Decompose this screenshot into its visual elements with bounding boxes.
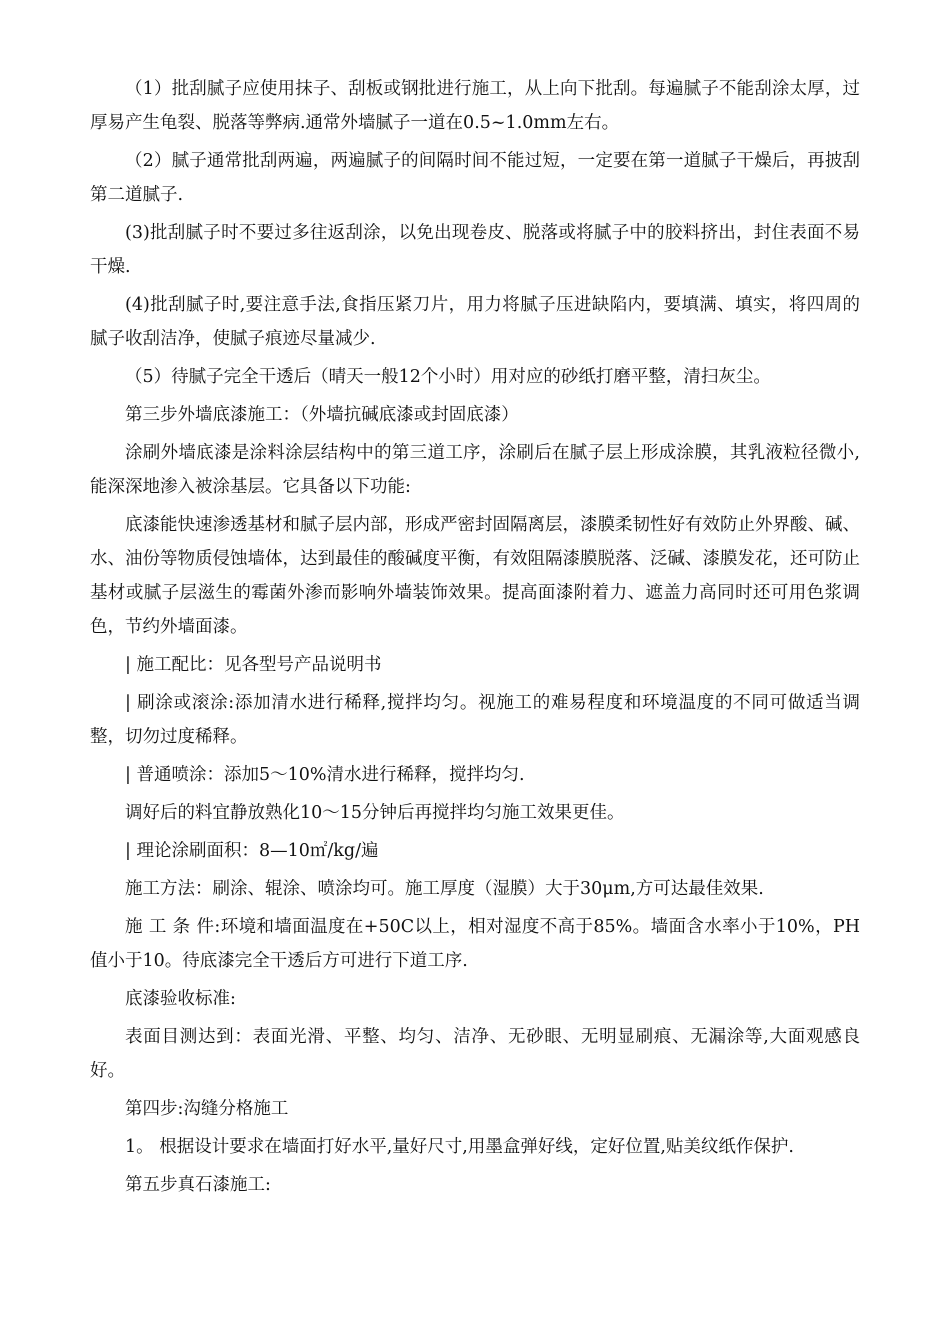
heading-step-three-primer: 第三步外墙底漆施工：（外墙抗碱底漆或封固底漆） — [125, 405, 519, 425]
paragraph-putty-step-4: (4)批刮腻子时,要注意手法,食指压紧刀片，用力将腻子压进缺陷内，要填满、填实，将四周的腻子收刮洁净，使腻子痕迹尽量减少. — [90, 295, 860, 349]
paragraph-putty-step-1: （1）批刮腻子应使用抹子、刮板或钢批进行施工，从上向下批刮。每遍腻子不能刮涂太厚，过厚易产生龟裂、脱落等弊病.通常外墙腻子一道在0.5~1.0mm左右。 — [90, 79, 860, 133]
paragraph-putty-step-2: （2）腻子通常批刮两遍，两遍腻子的间隔时间不能过短，一定要在第一道腻子干燥后，再披刮第二道腻子. — [90, 151, 860, 205]
paragraph-method: 施工方法：刷涂、辊涂、喷涂均可。施工厚度（湿膜）大于30μm,方可达最佳效果. — [125, 879, 764, 899]
bullet-brush-roll: | 刷涂或滚涂:添加清水进行稀释,搅拌均匀。视施工的难易程度和环境温度的不同可做适当调整，切勿过度稀释。 — [90, 693, 860, 747]
paragraph-primer-intro: 涂刷外墙底漆是涂料涂层结构中的第三道工序，涂刷后在腻子层上形成涂膜，其乳液粒径微小,能深深地渗入被涂基层。它具备以下功能: — [90, 443, 860, 497]
bullet-spray: | 普通喷涂：添加5～10%清水进行稀释，搅拌均匀. — [125, 765, 525, 785]
paragraph-primer-functions: 底漆能快速渗透基材和腻子层内部，形成严密封固隔离层，漆膜柔韧性好有效防止外界酸、碱、水、油份等物质侵蚀墙体，达到最佳的酸碱度平衡，有效阻隔漆膜脱落、泛碱、漆膜发花，还可防止基材或腻子层滋生的霉菌外渗而影响外墙装饰效果。提高面漆附着力、遮盖力高同时还可用色浆调色，节约外墙面漆。 — [90, 515, 860, 637]
paragraph-step-four-item-1: 1。 根据设计要求在墙面打好水平,量好尺寸,用墨盒弹好线，定好位置,贴美纹纸作保护. — [125, 1137, 794, 1157]
paragraph-conditions: 施 工 条 件:环境和墙面温度在+50C以上，相对湿度不高于85%。墙面含水率小于10%，PH值小于10。待底漆完全干透后方可进行下道工序. — [90, 917, 860, 971]
heading-step-four: 第四步:沟缝分格施工 — [125, 1099, 289, 1119]
bullet-coverage: | 理论涂刷面积：8—10㎡/kg/遍 — [125, 841, 379, 861]
paragraph-putty-step-3: (3)批刮腻子时不要过多往返刮涂，以免出现卷皮、脱落或将腻子中的胶料挤出，封住表面不易干燥. — [90, 223, 860, 277]
paragraph-acceptance: 表面目测达到：表面光滑、平整、均匀、洁净、无砂眼、无明显刷痕、无漏涂等,大面观感良好。 — [90, 1027, 860, 1081]
heading-step-five: 第五步真石漆施工: — [125, 1175, 271, 1195]
heading-acceptance: 底漆验收标准: — [125, 989, 236, 1009]
paragraph-putty-step-5: （5）待腻子完全干透后（晴天一般12个小时）用对应的砂纸打磨平整，清扫灰尘。 — [125, 367, 771, 387]
paragraph-curing: 调好后的料宜静放熟化10～15分钟后再搅拌均匀施工效果更佳。 — [125, 803, 625, 823]
bullet-mix-ratio: | 施工配比：见各型号产品说明书 — [125, 655, 382, 675]
